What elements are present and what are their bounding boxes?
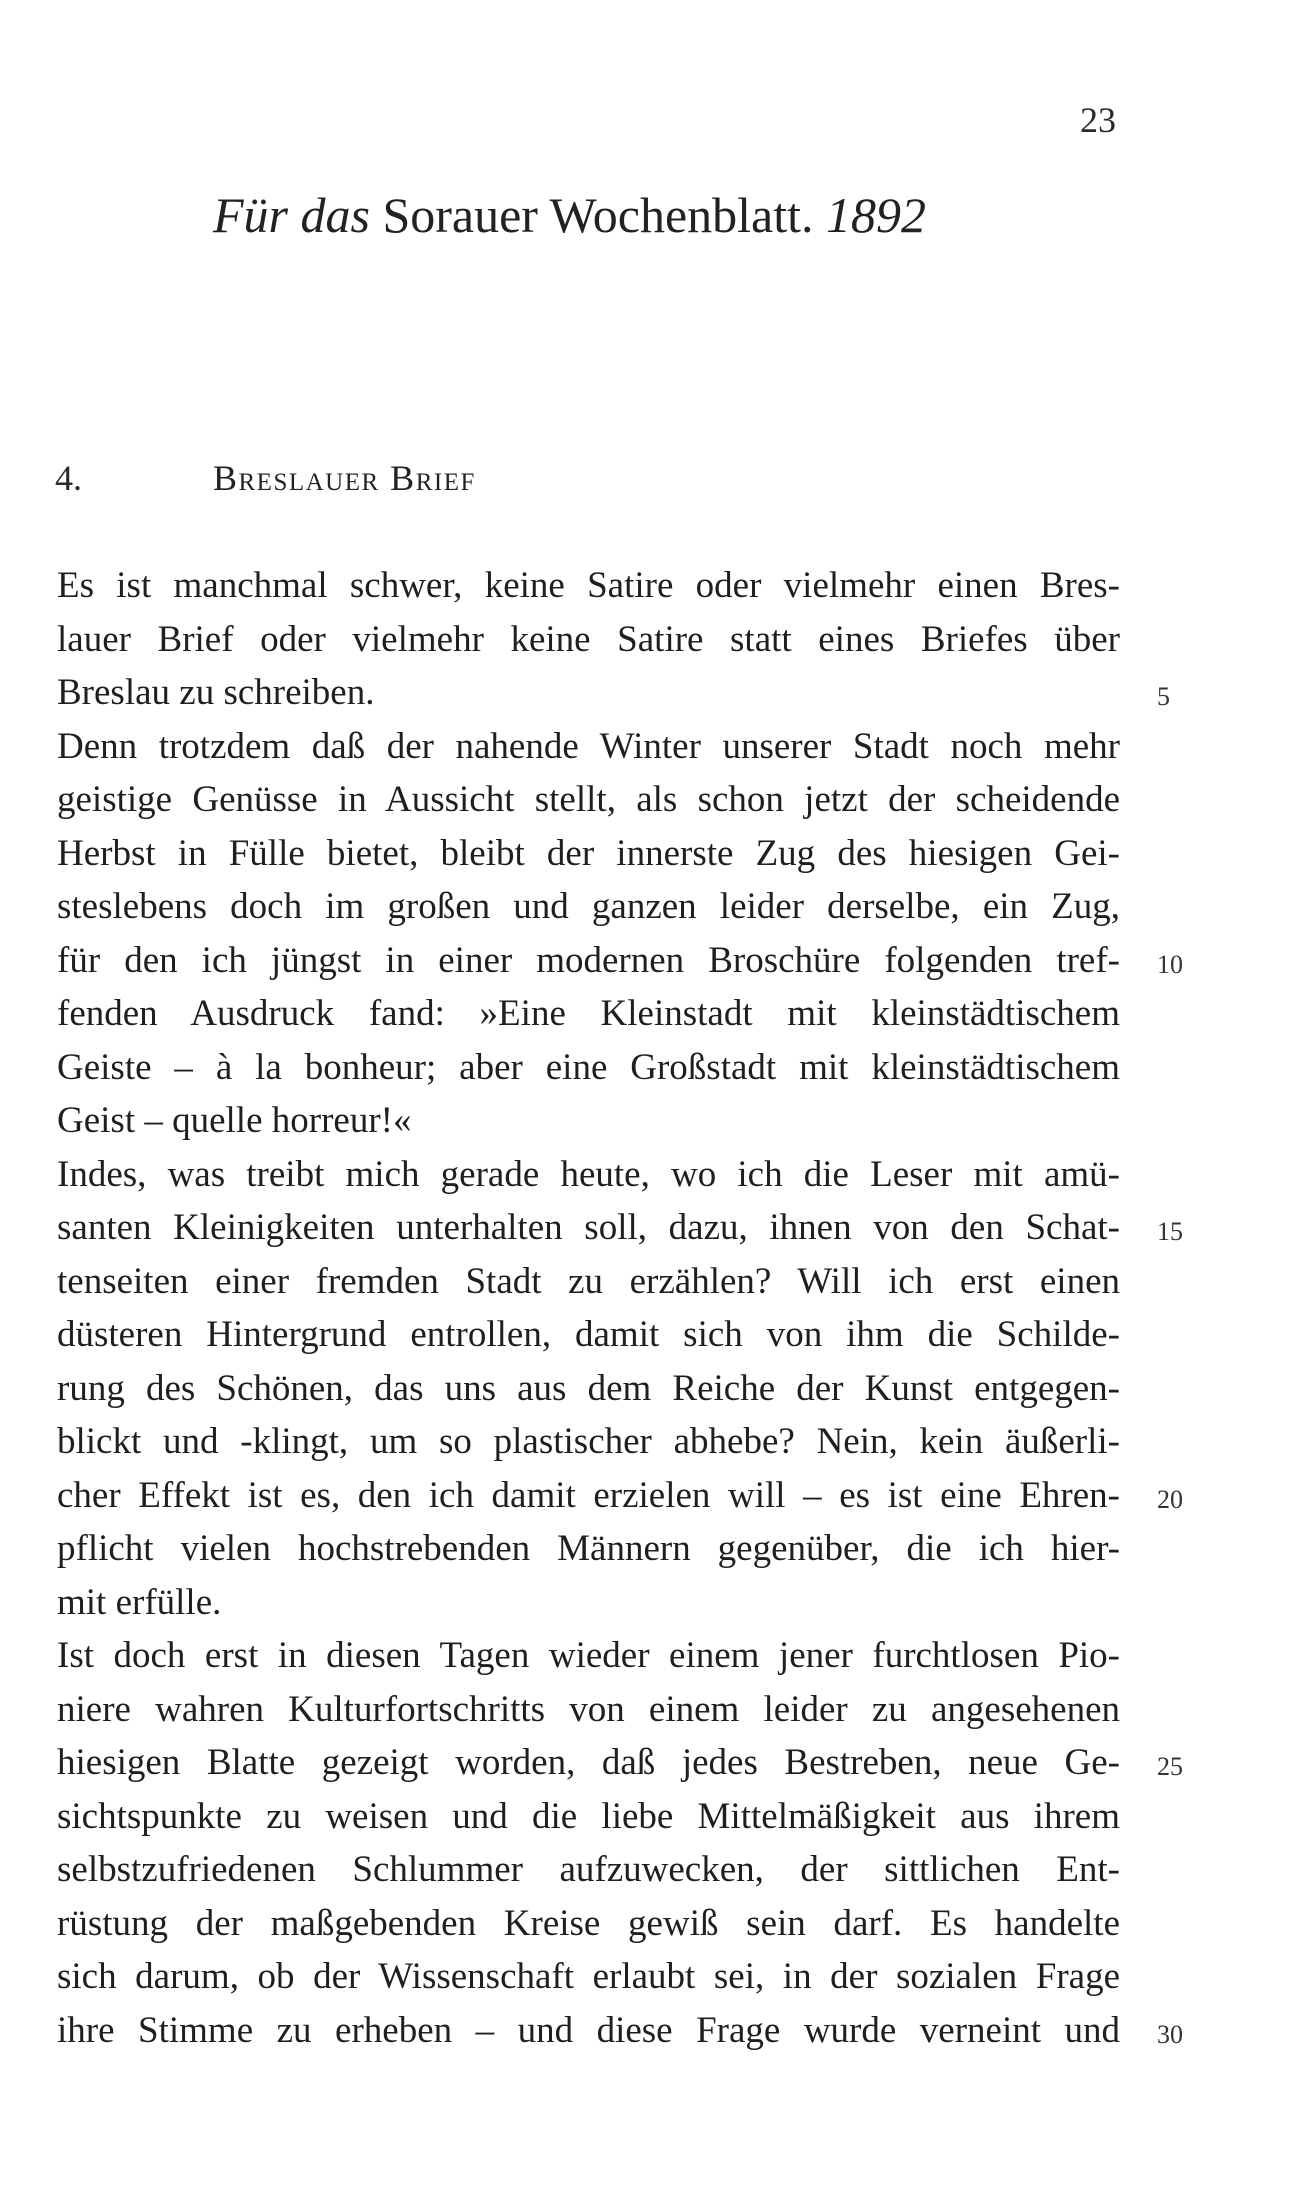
running-title-italic: Für das — [213, 187, 370, 243]
text-line: santen Kleinigkeiten unterhalten soll, dazu, ihnen von den Schat- — [57, 1207, 1120, 1248]
text-line: Indes, was treibt mich gerade heute, wo ich die Leser mit amü- — [57, 1153, 1120, 1195]
text-line: pflicht vielen hochstrebenden Männern gegenüber, die ich hier- — [57, 1528, 1120, 1569]
running-title-newspaper: Sorauer Wochenblatt. — [382, 187, 814, 243]
text-line: hiesigen Blatte gezeigt worden, daß jedes Bestreben, neue Ge- — [57, 1742, 1120, 1783]
text-line: Es ist manchmal schwer, keine Satire oder vielmehr einen Bres- — [57, 565, 1120, 606]
page-number: 23 — [1080, 100, 1116, 140]
line-number: 10 — [1157, 949, 1183, 979]
text-line: ihre Stimme zu erheben – und diese Frage wurde verneint und — [57, 2009, 1120, 2051]
text-line: rung des Schönen, das uns aus dem Reiche der Kunst entgegen- — [57, 1367, 1120, 1409]
text-line: für den ich jüngst in einer modernen Broschüre folgenden tref- — [57, 939, 1120, 981]
section-number: 4. — [55, 458, 82, 498]
text-line: Ist doch erst in diesen Tagen wieder einem jener furchtlosen Pio- — [57, 1635, 1120, 1676]
running-title-year: 1892 — [826, 187, 926, 243]
text-line: Herbst in Fülle bietet, bleibt der innerste Zug des hiesigen Gei- — [57, 832, 1120, 874]
line-number: 15 — [1157, 1217, 1183, 1246]
text-line: blickt und -klingt, um so plastischer abhebe? Nein, kein äußerli- — [57, 1421, 1120, 1462]
text-line: steslebens doch im großen und ganzen leider derselbe, ein Zug, — [57, 886, 1120, 927]
section-title: Breslauer Brief — [213, 458, 476, 498]
text-line: düsteren Hintergrund entrollen, damit sich von ihm die Schilde- — [57, 1314, 1120, 1355]
text-line: lauer Brief oder vielmehr keine Satire statt eines Briefes über — [57, 618, 1120, 660]
text-line: niere wahren Kulturfortschritts von einem leider zu angesehenen — [57, 1688, 1120, 1730]
text-line: sichtspunkte zu weisen und die liebe Mittelmäßigkeit aus ihrem — [57, 1795, 1120, 1837]
text-line: Denn trotzdem daß der nahende Winter unserer Stadt noch mehr — [57, 725, 1120, 767]
text-line: Breslau zu schreiben. — [57, 672, 375, 713]
text-line: selbstzufriedenen Schlummer aufzuwecken, der sittlichen Ent- — [57, 1849, 1120, 1890]
text-line: mit erfülle. — [57, 1581, 222, 1623]
line-number: 25 — [1157, 1752, 1183, 1781]
line-number: 30 — [1157, 2019, 1183, 2049]
text-line: Geiste – à la bonheur; aber eine Großstadt mit kleinstädtischem — [57, 1046, 1120, 1088]
text-line: tenseiten einer fremden Stadt zu erzählen? Will ich erst einen — [57, 1260, 1120, 1302]
line-number: 20 — [1157, 1484, 1183, 1514]
text-line: geistige Genüsse in Aussicht stellt, als schon jetzt der scheidende — [57, 779, 1120, 820]
text-line: rüstung der maßgebenden Kreise gewiß sein darf. Es handelte — [57, 1902, 1120, 1944]
text-line: cher Effekt ist es, den ich damit erzielen will – es ist eine Ehren- — [57, 1474, 1120, 1516]
text-line: fenden Ausdruck fand: »Eine Kleinstadt mit kleinstädtischem — [57, 993, 1120, 1034]
text-line: sich darum, ob der Wissenschaft erlaubt sei, in der sozialen Frage — [57, 1956, 1120, 1997]
text-line: Geist – quelle horreur!« — [57, 1100, 412, 1141]
line-number: 5 — [1157, 682, 1170, 711]
